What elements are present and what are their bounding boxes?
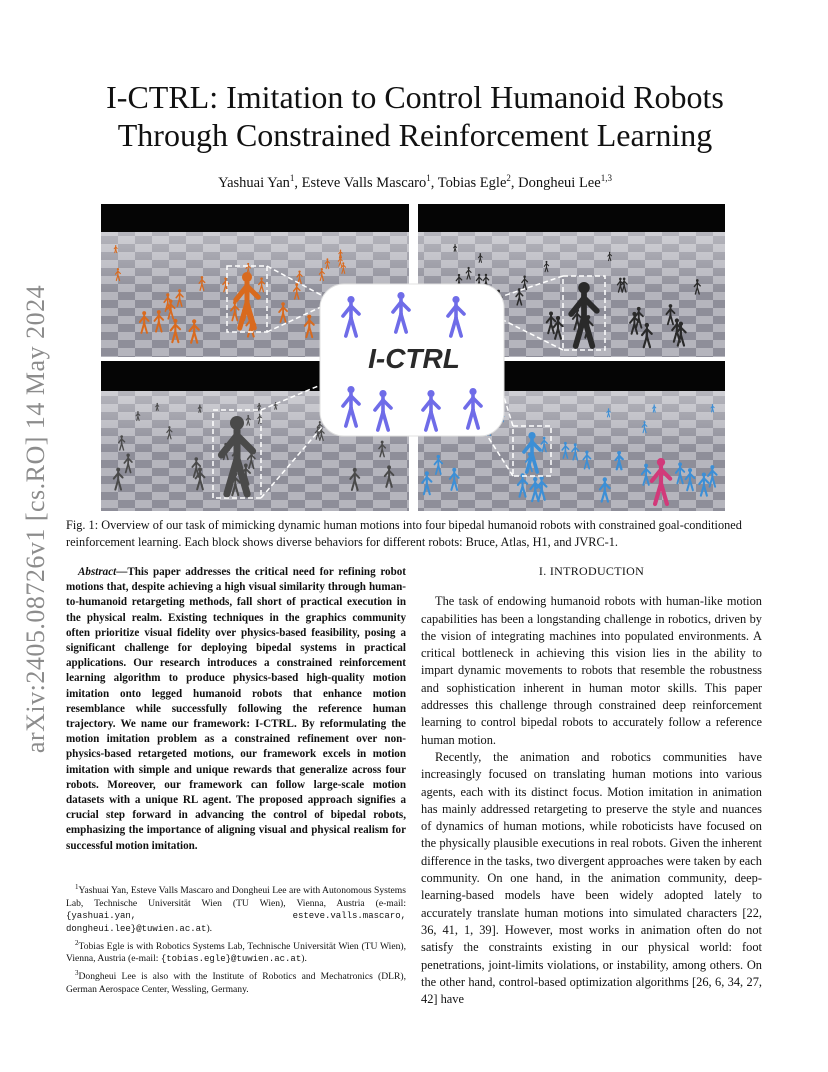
footnote-mark: 3 bbox=[75, 968, 79, 977]
title-line-1: I-CTRL: Imitation to Control Humanoid Robots bbox=[106, 79, 724, 115]
author-affiliation: 2 bbox=[506, 173, 511, 183]
footnotes bbox=[66, 881, 406, 997]
author-name: Yashuai Yan bbox=[218, 174, 290, 191]
figure-caption: Fig. 1: Overview of our task of mimicking dynamic human motions into four bipedal humanoid robots with constrained goal-conditioned reinforcement learning. Each block shows diverse behaviors for different robots: Bruce, Atlas, H1, and JVRC-1. bbox=[66, 518, 742, 549]
sky-band bbox=[418, 204, 725, 232]
section-heading-introduction: I. INTRODUCTION bbox=[538, 564, 645, 578]
footnote-text: Dongheui Lee is also with the Institute of Robotics and Mechatronics (DLR), German Aerospace Center, Wessling, Germany. bbox=[66, 971, 406, 995]
footnote-mark: 1 bbox=[75, 883, 79, 891]
paper-title bbox=[60, 78, 770, 154]
abstract-label: Abstract bbox=[78, 566, 117, 578]
footnote-text: ). bbox=[206, 922, 213, 934]
author-name: Esteve Valls Mascaro bbox=[301, 174, 427, 191]
figure-1-image bbox=[101, 204, 725, 511]
arxiv-id-text: arXiv:2405.08726v1 [cs.RO] 14 May 2024 bbox=[21, 284, 50, 754]
footnote-email: {yashuai.yan, esteve.valls.mascaro, dongheui.lee}@tuwien.ac.at bbox=[66, 911, 406, 934]
abstract-text: —This paper addresses the critical need for refining robot motions that, despite achieving a high visual similarity through human-to-humanoid retargeting methods, fall short of practical execution in the physical realm. Existing techniques in the graphics community often prioritize visual fidelity over physics-based feasibility, posing a significant challenge for deploying bipedal systems in practical applications. Our research introduces a constrained reinforcement learning algorithm to produce physics-based high-quality motion imitation onto legged humanoid robots that enhance motion resemblance while successfully following the reference human trajectory. We name our framework: I-CTRL. By reformulating the motion imitation problem as a constrained refinement over non-physics-based retargeted motions, our framework excels in motion imitation with simple and unique rewards that generalize across four robots. Moreover, our framework can follow large-scale motion datasets with a unique RL agent. The proposed approach signifies a crucial step forward in advancing the control of bipedal robots, emphasizing the importance of aligning visual and physical realism for successful motion imitation. bbox=[66, 566, 406, 852]
author-affiliation: 1 bbox=[426, 173, 431, 183]
footnote-1 bbox=[66, 881, 406, 936]
footnote-2 bbox=[66, 937, 406, 966]
footnote-mark: 2 bbox=[75, 938, 79, 947]
author-list: Yashuai Yan$^1$, Esteve Valls Mascaro$^1$, Tobias Egle$^2$, Dongheui Lee$^{1,3}$ bbox=[218, 173, 612, 191]
intro-paragraph-2: Recently, the animation and robotics communities have increasingly focused on translating human motions into various agents, each with its distinct focus. Motion imitation in animation has mainly addressed retargeting to preserve the style and nuances of dynamics of human motions, while roboticists have focused on the physically plausible executions in real robots. Given the inherent difference in the tasks, two divergent approaches were taken by each community. On one hand, in the animation community, deep-learning-based models have been widely adopted lately to accurately translate human motions into simulated characters [22, 36, 41, 1, 39]. However, most works in animation often do not satisfy the constraints existing in our physical world: foot penetrations, joint-limits violations, or instability, among others. On the other hand, control-based optimization algorithms [26, 6, 34, 27, 42] have bbox=[421, 749, 762, 1007]
right-column bbox=[421, 563, 762, 1008]
footnote-text: Tobias Egle is with Robotics Systems Lab, Technische Universität Wien (TU Wien), Vienna, Austria (e-mail: bbox=[66, 940, 406, 965]
footnote-email: {tobias.egle}@tuwien.ac.at bbox=[160, 954, 302, 965]
figure-1 bbox=[101, 204, 725, 511]
footnote-text: ). bbox=[301, 953, 307, 965]
author-affiliation: 1,3 bbox=[600, 173, 612, 183]
author-name: Dongheui Lee bbox=[518, 174, 601, 191]
author-affiliation: 1 bbox=[289, 173, 295, 183]
author-name: Tobias Egle bbox=[437, 174, 507, 191]
intro-paragraph-1: The task of endowing humanoid robots with human-like motion capabilities has been a longstanding challenge in robotics, driven by the vision of integrating machines into populated environments. A critical bottleneck in achieving this vision lies in the ability to impart dynamic movements to robots that resemble the robustness and sophistication inherent in human motor skills. This paper addresses this challenge through constrained deep reinforcement learning to control bipedal robots to accurately follow a reference human motion. bbox=[421, 594, 762, 747]
abstract bbox=[66, 565, 406, 854]
arxiv-identifier bbox=[14, 274, 58, 764]
i-ctrl-logo: I-CTRL bbox=[368, 343, 460, 374]
footnote-text: Yashuai Yan, Esteve Valls Mascaro and Dongheui Lee are with Autonomous Systems Lab, Technische Universität Wien (TU Wien), Vienna, Austria (e-mail: bbox=[66, 885, 406, 909]
left-column bbox=[66, 565, 406, 854]
sky-band bbox=[101, 204, 409, 232]
title-line-2: Through Constrained Reinforcement Learning bbox=[117, 117, 713, 153]
footnote-3 bbox=[66, 967, 406, 996]
